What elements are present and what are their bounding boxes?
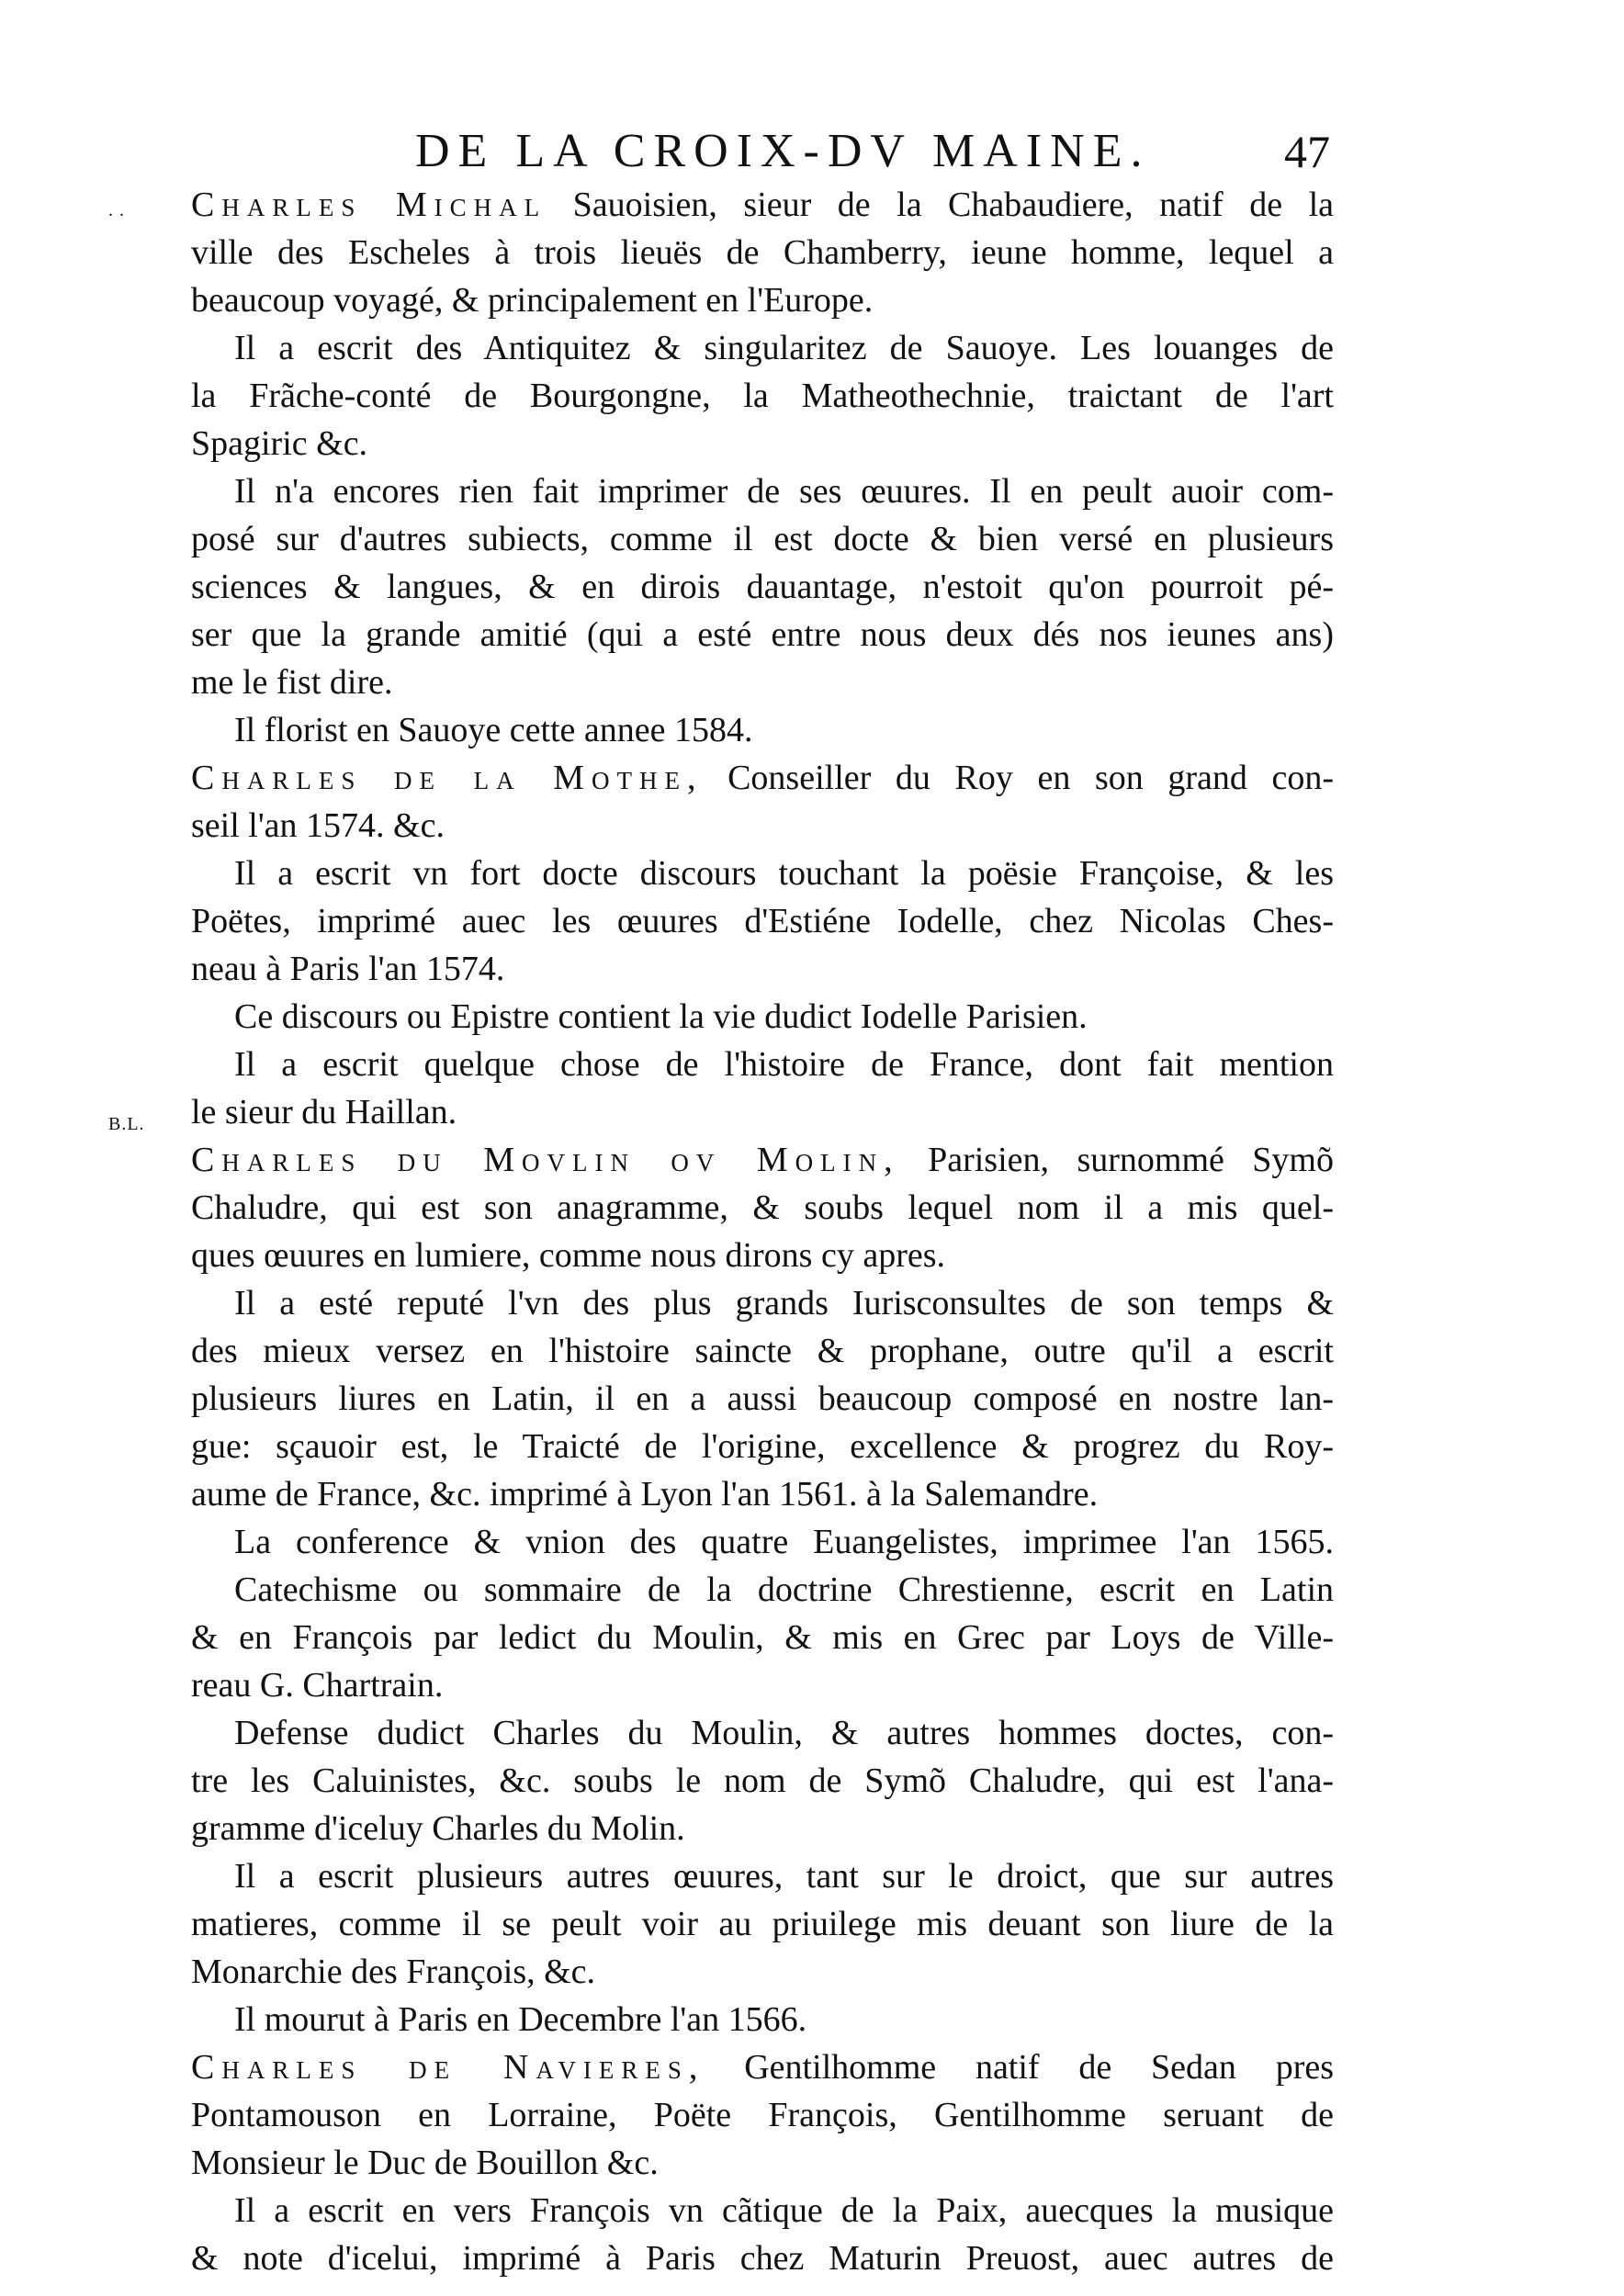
entry-line: & note d'icelui, imprimé à Paris chez Maturin Preuost, auec autres de: [191, 2239, 1334, 2278]
page-number: 47: [1284, 126, 1330, 177]
entry-line: matieres, comme il se peult voir au priuilege mis deuant son liure de la: [191, 1905, 1334, 1943]
entry-heading-line: [191, 754, 1334, 802]
entry-name: Charles de la Mothe,: [191, 759, 704, 797]
entry-line: posé sur d'autres subiects, comme il est docte & bien versé en plusieurs: [191, 520, 1334, 558]
entry-heading-line: [191, 181, 1334, 229]
entry-line: gue: sçauoir est, le Traicté de l'origine, excellence & progrez du Roy-: [191, 1427, 1334, 1466]
entry-line: La conference & vnion des quatre Euangelistes, imprimee l'an 1565.: [234, 1523, 1334, 1561]
entry-line: ville des Escheles à trois lieuës de Chamberry, ieune homme, lequel a: [191, 233, 1334, 272]
entry-line: le sieur du Haillan.: [191, 1093, 457, 1131]
entry-line: me le fist dire.: [191, 663, 393, 702]
entry-line: Defense dudict Charles du Moulin, & autres hommes doctes, con-: [234, 1714, 1334, 1752]
entry-line: Pontamouson en Lorraine, Poëte François, Gentilhomme seruant de: [191, 2096, 1334, 2134]
entry-line: plusieurs liures en Latin, il en a aussi beaucoup composé en nostre lan-: [191, 1379, 1334, 1418]
entry-heading-line: [191, 1136, 1334, 1184]
entry-line: neau à Paris l'an 1574.: [191, 950, 505, 988]
margin-note: B.L.: [108, 1114, 145, 1134]
entry-line: des mieux versez en l'histoire saincte & prophane, outre qu'il a escrit: [191, 1332, 1334, 1370]
entry-name: Charles de Navieres,: [191, 2048, 705, 2087]
entry-name: Charles Michal: [191, 186, 547, 224]
entry-line: reau G. Chartrain.: [191, 1666, 444, 1705]
entry-line: la Frãche-conté de Bourgongne, la Matheothechnie, traictant de l'art: [191, 377, 1334, 415]
entry-line: Il n'a encores rien fait imprimer de ses œuures. Il en peult auoir com-: [234, 472, 1334, 511]
entry-line: sciences & langues, & en dirois dauantage, n'estoit qu'on pourroit pé-: [191, 568, 1334, 606]
entry-line: beaucoup voyagé, & principalement en l'Europe.: [191, 281, 874, 320]
entry-line: Gentilhomme natif de Sedan pres: [744, 2048, 1334, 2087]
entry-line: Il a escrit vn fort docte discours touchant la poësie Françoise, & les: [234, 854, 1334, 893]
entry-line: Conseiller du Roy en son grand con-: [727, 759, 1335, 797]
entry-line: tre les Caluinistes, &c. soubs le nom de Symõ Chaludre, qui est l'ana-: [191, 1761, 1334, 1800]
entry-heading-line: [191, 2043, 1334, 2091]
entry-name: Charles du Movlin ov Molin,: [191, 1141, 900, 1179]
running-title: DE LA CROIX-DV MAINE.: [415, 125, 1151, 177]
entry-line: Spagiric &c.: [191, 424, 368, 463]
entry-line: ser que la grande amitié (qui a esté entre nous deux dés nos ieunes ans): [191, 615, 1334, 654]
entry-line: Il a esté reputé l'vn des plus grands Iurisconsultes de son temps &: [234, 1284, 1334, 1322]
entry-line: seil l'an 1574. &c.: [191, 806, 445, 845]
entry-line: Ce discours ou Epistre contient la vie dudict Iodelle Parisien.: [234, 997, 1088, 1036]
entry-line: Il florist en Sauoye cette annee 1584.: [234, 711, 753, 749]
entry-line: Catechisme ou sommaire de la doctrine Chrestienne, escrit en Latin: [234, 1570, 1334, 1609]
entry-line: Il a escrit en vers François vn cãtique de la Paix, auecques la musique: [234, 2191, 1334, 2230]
margin-note: . .: [108, 200, 125, 220]
entry-line: ques œuures en lumiere, comme nous dirons cy apres.: [191, 1236, 946, 1275]
entry-line: Monarchie des François, &c.: [191, 1953, 596, 1991]
entry-line: Il a escrit quelque chose de l'histoire de France, dont fait mention: [234, 1045, 1334, 1084]
entry-line: Sauoisien, sieur de la Chabaudiere, natif de la: [572, 186, 1335, 224]
entry-line: Monsieur le Duc de Bouillon &c.: [191, 2144, 659, 2182]
entry-line: Il a escrit des Antiquitez & singularitez de Sauoye. Les louanges de: [234, 329, 1334, 367]
entry-line: Il mourut à Paris en Decembre l'an 1566.: [234, 2000, 807, 2039]
page-header: [0, 119, 1624, 184]
entry-line: Il a escrit plusieurs autres œuures, tant sur le droict, que sur autres: [234, 1857, 1334, 1896]
entry-line: & en François par ledict du Moulin, & mis en Grec par Loys de Ville-: [191, 1618, 1334, 1657]
entry-line: aume de France, &c. imprimé à Lyon l'an 1561. à la Salemandre.: [191, 1475, 1099, 1514]
entry-line: Poëtes, imprimé auec les œuures d'Estiéne Iodelle, chez Nicolas Ches-: [191, 902, 1334, 940]
entry-line: Chaludre, qui est son anagramme, & soubs lequel nom il a mis quel-: [191, 1188, 1334, 1227]
entry-line: Parisien, surnommé Symõ: [928, 1141, 1334, 1179]
entry-line: gramme d'iceluy Charles du Molin.: [191, 1809, 685, 1848]
